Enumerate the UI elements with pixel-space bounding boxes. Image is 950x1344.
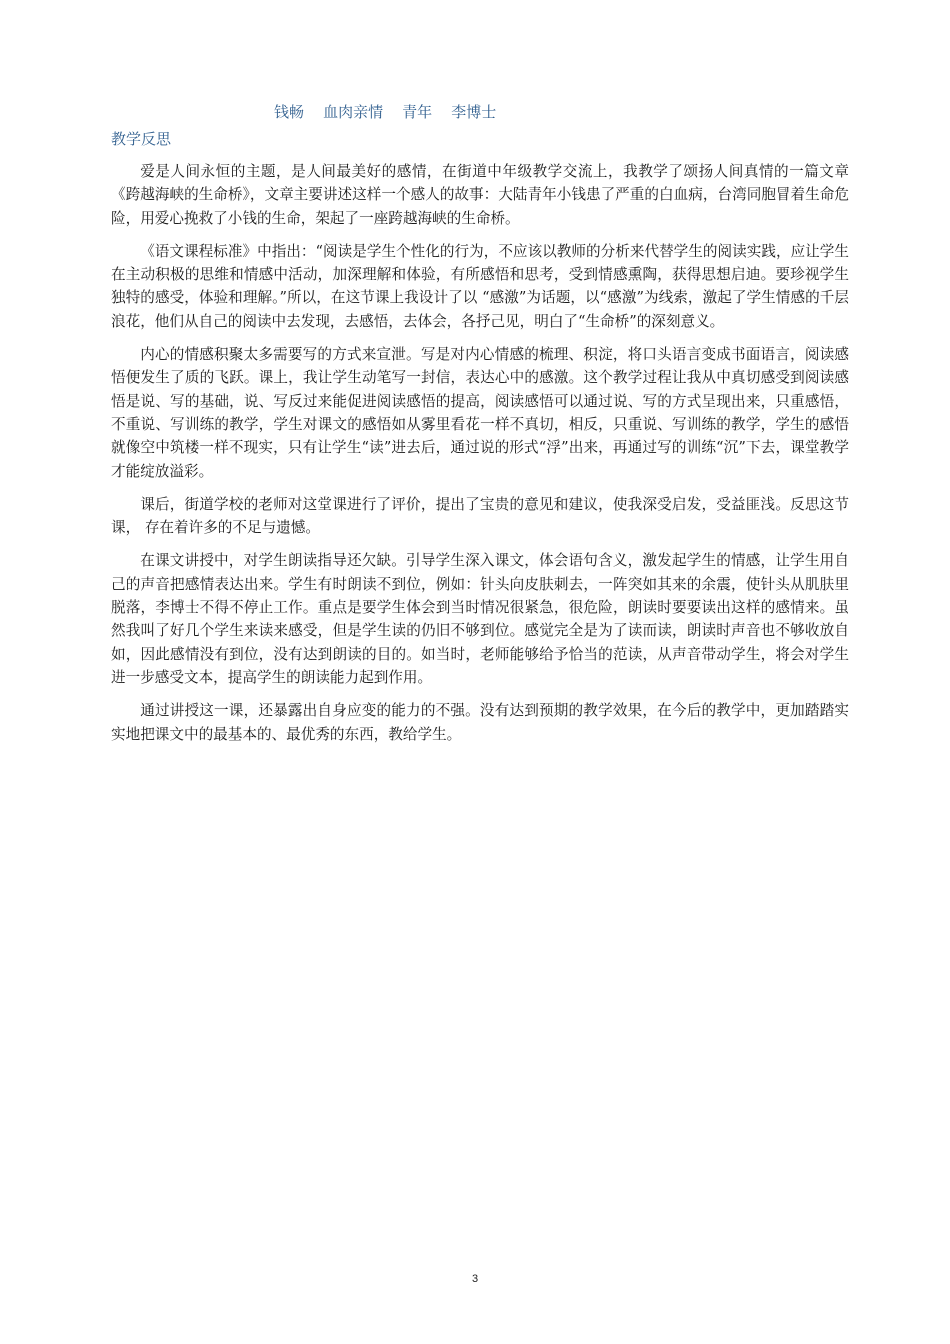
keywords-line: 钱畅 血肉亲情 青年 李博士	[274, 103, 497, 121]
section-title: 教学反思	[111, 130, 172, 148]
page-number: 3	[471, 1273, 479, 1285]
paragraph: 通过讲授这一课，还暴露出自身应变的能力的不强。没有达到预期的教学效果，在今后的教学中，更加踏踏实实地把课文中的最基本的、最优秀的东西，教给学生。	[111, 702, 849, 743]
paragraph: 内心的情感积聚太多需要写的方式来宣泄。写是对内心情感的梳理、积淀，将口头语言变成书面语言，阅读感悟便发生了质的飞跃。课上，我让学生动笔写一封信，表达心中的感激。这个教学过程让我从中真切感受到阅读感悟是说、写的基础，说、写反过来能促进阅读感悟的提高，阅读感悟可以通过说、写的方式呈现出来，只重感悟，不重说、写训练的教学，学生对课文的感悟如从雾里看花一样不真切，相反，只重说、写训练的教学，学生的感悟就像空中筑楼一样不现实，只有让学生“读”进去后，通过说的形式“浮”出来，再通过写的训练“沉”下去，课堂教学才能绽放溢彩。	[111, 346, 849, 480]
paragraph: 《语文课程标准》中指出：“阅读是学生个性化的行为，不应该以教师的分析来代替学生的阅读实践，应让学生在主动积极的思维和情感中活动，加深理解和体验，有所感悟和思考，受到情感熏陶，获得思想启迪。要珍视学生独特的感受，体验和理解。”所以，在这节课上我设计了以 “感激”为话题，以“感激”为线索，激起了学生情感的千层浪花，他们从自己的阅读中去发现，去感悟，去体会，各抒己见，明白了“生命桥”的深刻意义。	[111, 242, 849, 330]
paragraph: 在课文讲授中，对学生朗读指导还欠缺。引导学生深入课文，体会语句含义，激发起学生的情感，让学生用自己的声音把感情表达出来。学生有时朗读不到位，例如：针头向皮肤刺去，一阵突如其来的余震，使针头从肌肤里脱落，李博士不得不停止工作。重点是要学生体会到当时情况很紧急，很危险，朗读时要要读出这样的感情来。虽然我叫了好几个学生来读来感受，但是学生读的仍旧不够到位。感觉完全是为了读而读，朗读时声音也不够收放自如，因此感情没有到位，没有达到朗读的目的。如当时，老师能够给予恰当的范读，从声音带动学生，将会对学生进一步感受文本，提高学生的朗读能力起到作用。	[111, 552, 849, 686]
paragraph: 课后，街道学校的老师对这堂课进行了评价，提出了宝贵的意见和建议，使我深受启发，受益匪浅。反思这节课， 存在着许多的不足与遗憾。	[111, 495, 849, 537]
body-text	[111, 160, 849, 756]
paragraph: 爱是人间永恒的主题，是人间最美好的感情，在街道中年级教学交流上，我教学了颂扬人间真情的一篇文章《跨越海峡的生命桥》，文章主要讲述这样一个感人的故事：大陆青年小钱患了严重的白血病，台湾同胞冒着生命危险，用爱心挽救了小钱的生命，架起了一座跨越海峡的生命桥。	[111, 163, 849, 227]
